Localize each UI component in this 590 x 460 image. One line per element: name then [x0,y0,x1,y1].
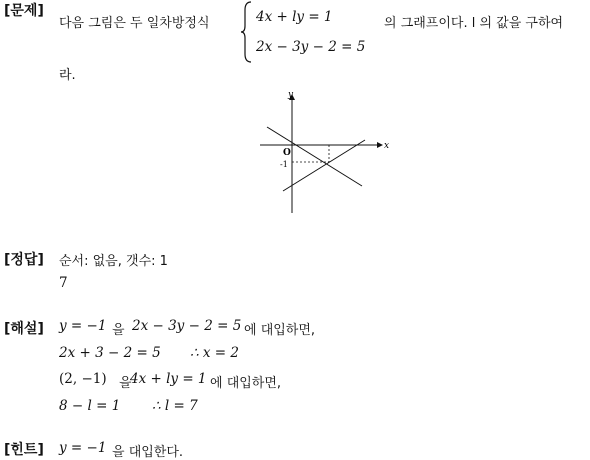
answer-order: 순서: 없음, 갯수: 1 [59,254,168,269]
solution-l4-result: ∴ l = 7 [152,398,198,414]
x-axis-label: x [384,141,390,151]
solution-l1-b: 에 대입하면, [244,323,316,338]
problem-label: [문제] [4,3,44,19]
equation-1: 4x + ly = 1 [256,9,333,25]
solution-l3-point: (2, −1) [59,371,107,387]
graph-figure [250,85,395,217]
solution-l1-a: 을 [112,323,125,338]
solution-l2-result: ∴ x = 2 [190,345,239,361]
solution-l3-b: 에 대입하면, [210,376,282,391]
equation-2: 2x − 3y − 2 = 5 [256,39,366,55]
system-brace [240,0,254,64]
y-tick-label: -1 [280,160,288,169]
graph-line-1 [267,127,362,186]
solution-l2-eq: 2x + 3 − 2 = 5 [59,345,161,361]
hint-text: 을 대입한다. [112,445,184,460]
solution-l3-eq: 4x + ly = 1 [130,371,207,387]
solution-label: [해설] [4,321,44,337]
y-axis-label: y [288,90,294,100]
answer-label: [정답] [4,252,44,268]
solution-l3-a: 을 [119,376,132,391]
solution-l1-math: y = −1 [59,318,107,334]
problem-outro: 의 그래프이다. l 의 값을 구하여 [384,16,564,31]
solution-l1-eq: 2x − 3y − 2 = 5 [132,318,242,334]
hint-label: [힌트] [4,442,44,458]
answer-value: 7 [59,275,68,291]
graph-line-2 [283,140,365,191]
hint-math: y = −1 [59,440,107,456]
solution-l4-eq: 8 − l = 1 [59,398,121,414]
problem-wrap: 라. [59,68,76,83]
origin-label: O [283,148,291,158]
problem-intro: 다음 그림은 두 일차방정식 [59,16,210,31]
